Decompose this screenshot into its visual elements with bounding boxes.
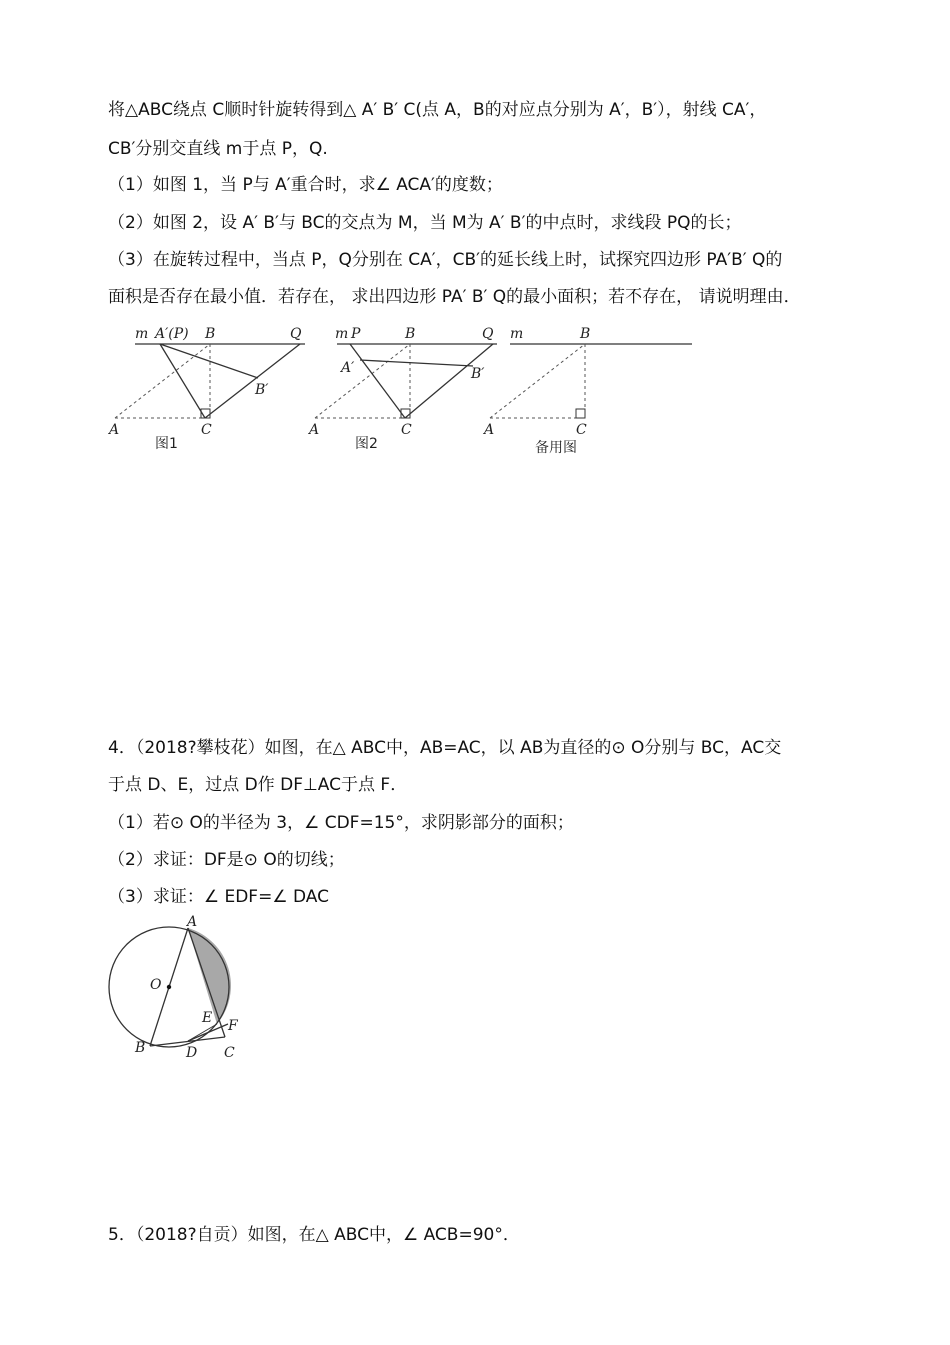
p3-question3b: 面积是否存在最小值．若存在， 求出四边形 PA′ B′ Q的最小面积；若不存在， 请说明理由． [108,287,801,307]
circle-label-C: C [224,1045,235,1061]
fig1-caption: 图1 [155,436,178,452]
p3-question3a: （3）在旋转过程中，当点 P，Q分别在 CA′，CB′的延长线上时，试探究四边形 PA′B′ Q的 [108,250,783,270]
fig2-label-Ap: A′ [341,360,355,376]
circle-label-O: O [150,977,162,993]
figure-circle [100,912,260,1064]
p3-line2: CB′分别交直线 m于点 P，Q. [108,139,328,159]
fig3-label-m: m [510,326,524,342]
fig1-label-Bp: B′ [255,382,269,398]
fig2-label-Bp: B′ [471,366,485,382]
p4-line2: 于点 D、E，过点 D作 DF⊥AC于点 F． [108,775,408,795]
fig1-label-Q: Q [290,326,302,342]
fig1-label-ApP: A′(P) [155,326,189,342]
circle-label-F: F [228,1018,238,1034]
p4-question1: （1）若⊙ O的半径为 3，∠ CDF=15°，求阴影部分的面积； [108,813,574,833]
fig3-caption: 备用图 [535,440,577,456]
fig2-label-C: C [401,422,412,438]
circle-label-B: B [135,1040,146,1056]
figure-spare [480,318,700,458]
fig2-label-m: m [335,326,349,342]
p4-question2: （2）求证：DF是⊙ O的切线； [108,850,345,870]
fig3-label-C: C [576,422,587,438]
fig1-label-B: B [205,326,216,342]
fig1-label-m: m [135,326,149,342]
p5-line1: 5．（2018?自贡）如图，在△ ABC中，∠ ACB=90°． [108,1225,520,1245]
p3-question2: （2）如图 2，设 A′ B′与 BC的交点为 M，当 M为 A′ B′的中点时，求线段 PQ的长； [108,213,742,233]
circle-label-A: A [187,914,198,930]
p3-line1: 将△ABC绕点 C顺时针旋转得到△ A′ B′ C(点 A，B的对应点分别为 A′，B′），射线 CA′， [108,100,767,120]
fig3-label-A: A [484,422,495,438]
p4-line1: 4．（2018?攀枝花）如图，在△ ABC中，AB=AC，以 AB为直径的⊙ O分别与 BC，AC交 [108,738,782,758]
circle-label-E: E [202,1010,213,1026]
fig2-label-P: P [351,326,361,342]
fig1-label-C: C [201,422,212,438]
fig3-label-B: B [580,326,591,342]
fig2-label-Q: Q [482,326,494,342]
fig2-label-A: A [309,422,320,438]
figure-1 [105,318,315,458]
fig2-caption: 图2 [355,436,378,452]
p4-question3: （3）求证：∠ EDF=∠ DAC [108,887,329,907]
fig2-label-B: B [405,326,416,342]
fig1-label-A: A [109,422,120,438]
p3-question1: （1）如图 1，当 P与 A′重合时，求∠ ACA′的度数； [108,175,503,195]
circle-label-D: D [186,1045,198,1061]
